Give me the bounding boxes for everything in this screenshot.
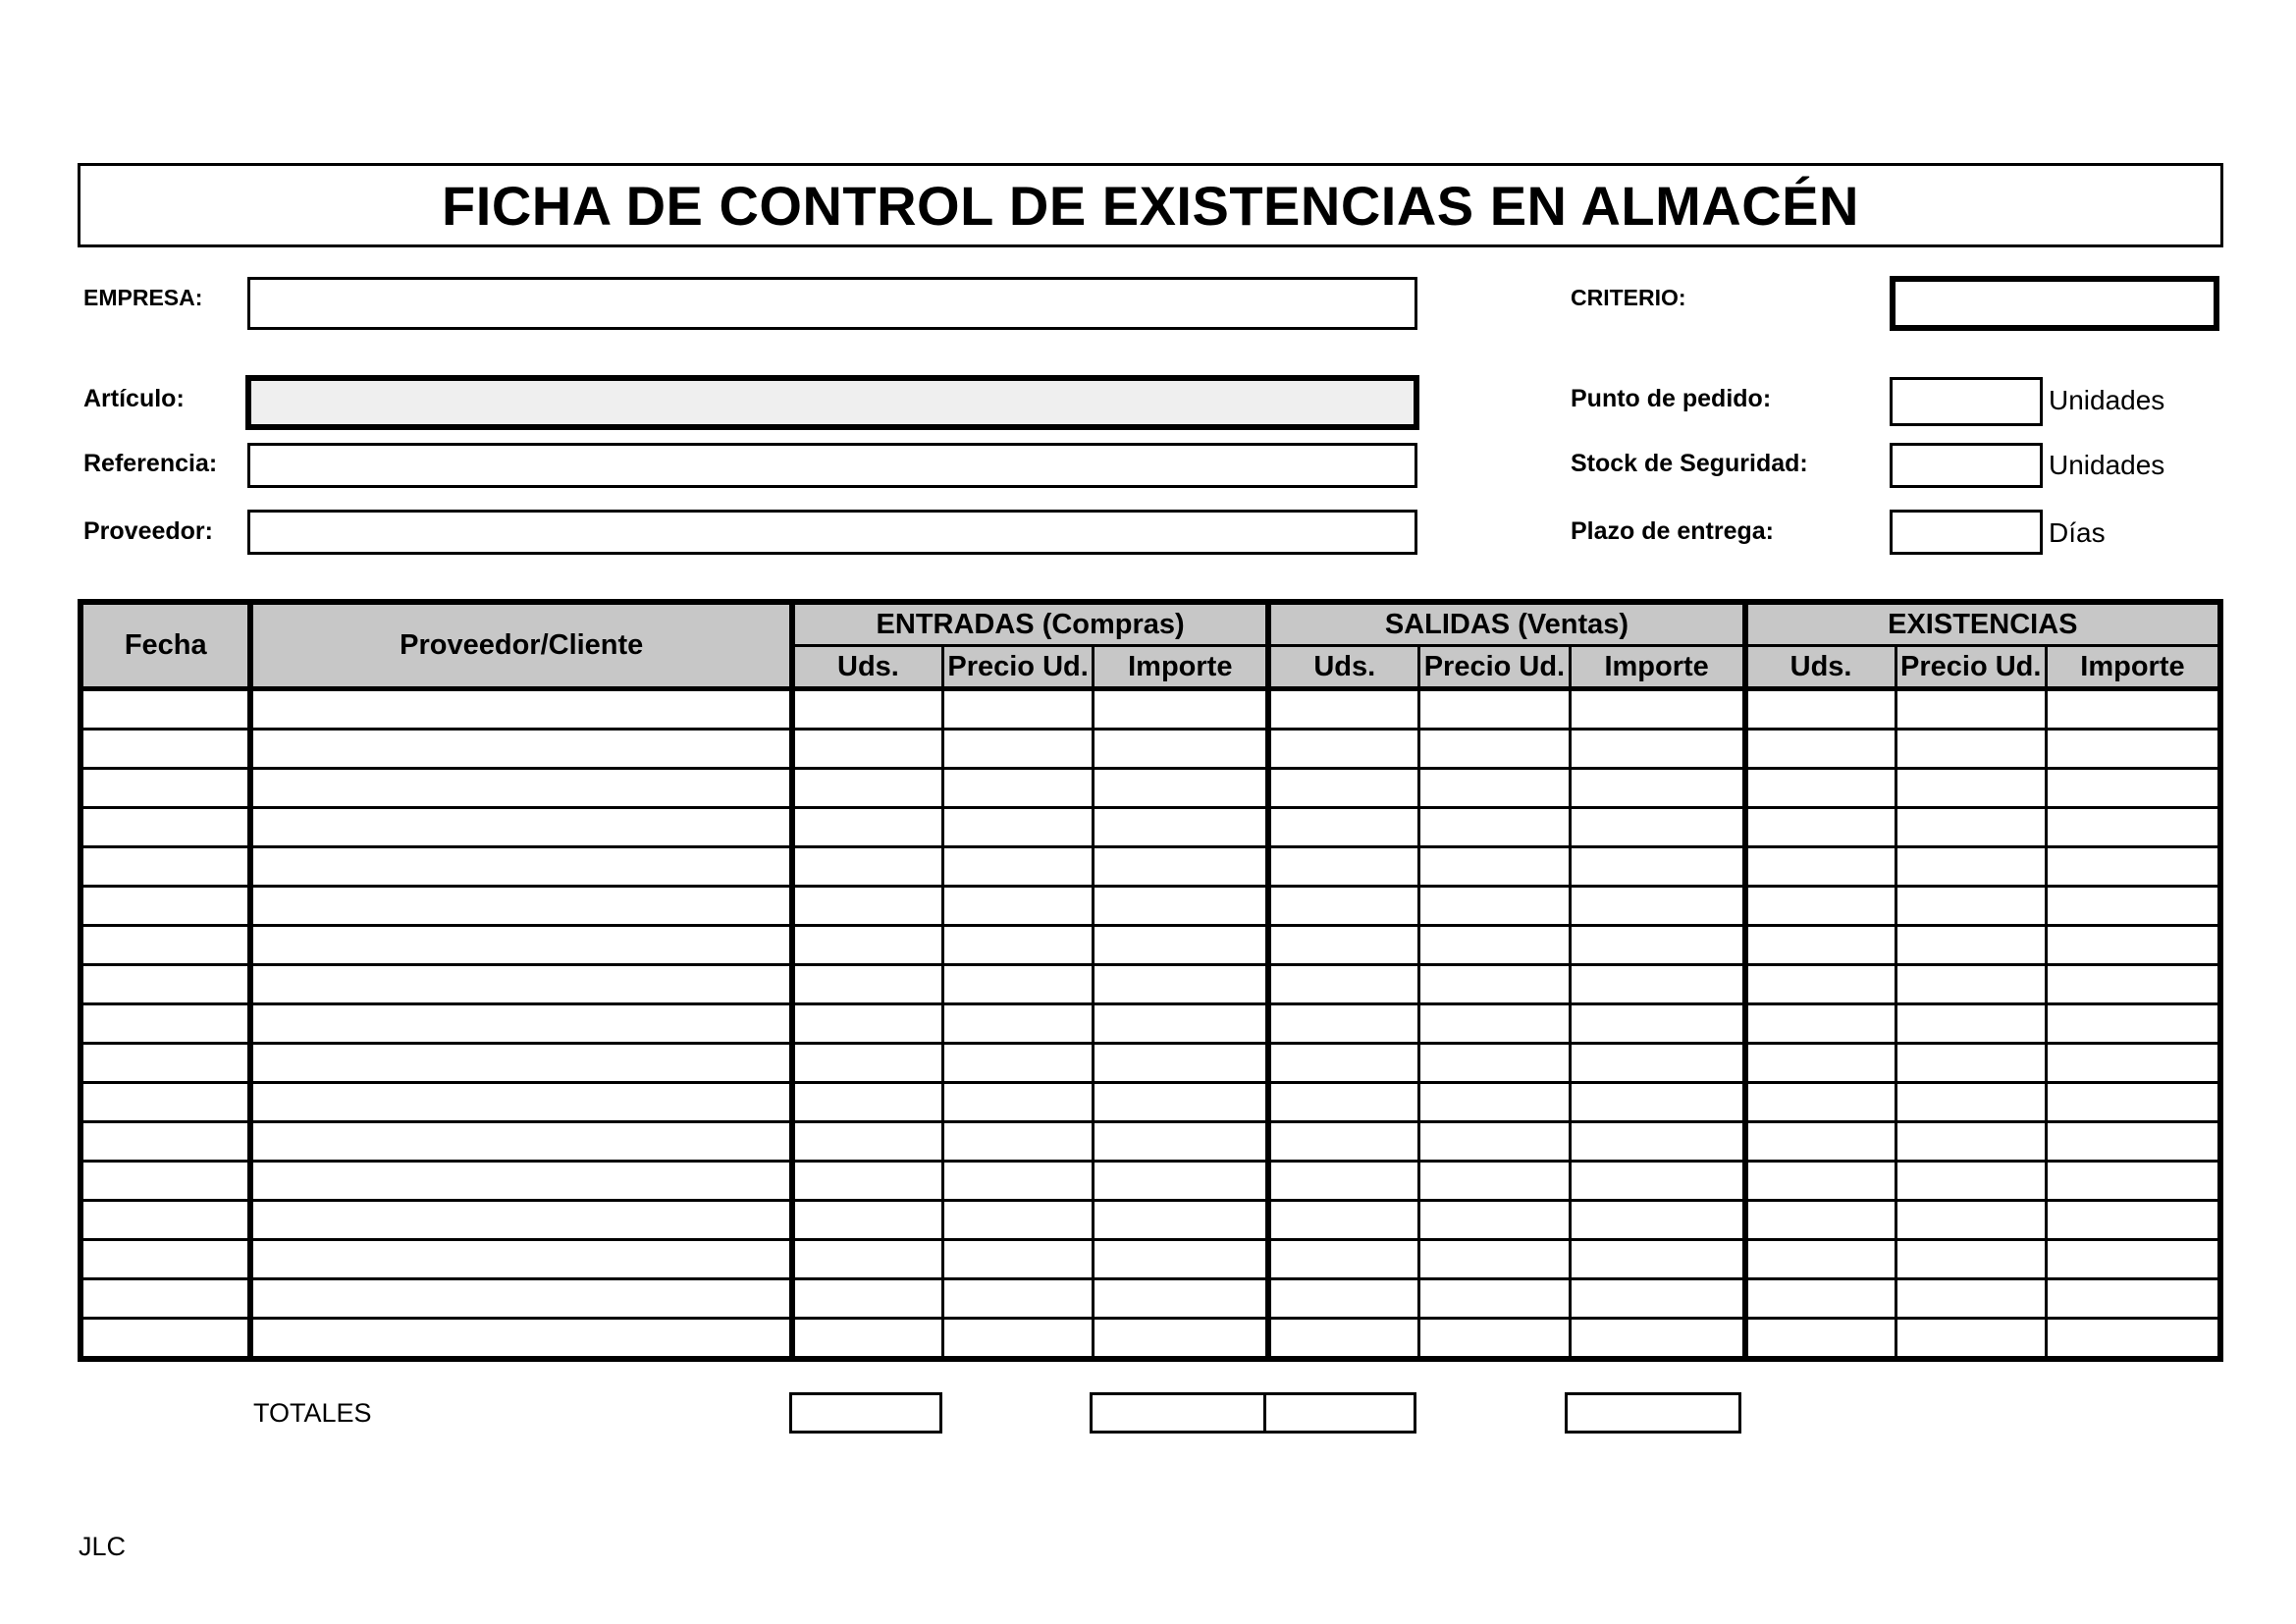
table-cell[interactable]	[2046, 847, 2220, 887]
table-cell[interactable]	[1094, 1201, 1269, 1240]
table-cell[interactable]	[1094, 887, 1269, 926]
table-cell[interactable]	[1268, 769, 1418, 808]
table-row	[80, 965, 2220, 1004]
stock-seguridad-field[interactable]	[1890, 443, 2043, 488]
table-cell[interactable]	[1268, 926, 1418, 965]
table-cell[interactable]	[250, 887, 792, 926]
total-entradas-uds[interactable]	[789, 1392, 942, 1434]
table-cell[interactable]	[1419, 965, 1570, 1004]
table-cell[interactable]	[1745, 887, 1896, 926]
table-cell[interactable]	[1094, 965, 1269, 1004]
table-cell[interactable]	[80, 965, 250, 1004]
table-cell[interactable]	[942, 887, 1093, 926]
table-row	[80, 689, 2220, 730]
table-cell[interactable]	[1570, 808, 1745, 847]
table-row	[80, 1279, 2220, 1319]
empresa-field[interactable]	[247, 277, 1417, 330]
table-cell[interactable]	[80, 769, 250, 808]
table-cell[interactable]	[1094, 1122, 1269, 1162]
table-cell[interactable]	[792, 808, 942, 847]
table-cell[interactable]	[1896, 847, 2046, 887]
table-cell[interactable]	[1419, 887, 1570, 926]
entradas-uds-header: Uds.	[792, 646, 942, 689]
entradas-precio-header: Precio Ud.	[942, 646, 1093, 689]
table-cell[interactable]	[1896, 730, 2046, 769]
table-cell[interactable]	[792, 887, 942, 926]
table-cell[interactable]	[2046, 769, 2220, 808]
table-cell[interactable]	[1745, 1279, 1896, 1319]
table-cell[interactable]	[250, 1201, 792, 1240]
table-cell[interactable]	[1268, 1122, 1418, 1162]
table-cell[interactable]	[1570, 730, 1745, 769]
table-cell[interactable]	[1094, 769, 1269, 808]
fecha-header: Fecha	[80, 602, 250, 689]
table-cell[interactable]	[250, 1319, 792, 1360]
table-cell[interactable]	[80, 1201, 250, 1240]
table-cell[interactable]	[250, 847, 792, 887]
table-row	[80, 1004, 2220, 1044]
table-cell[interactable]	[1094, 1083, 1269, 1122]
table-cell[interactable]	[942, 689, 1093, 730]
table-cell[interactable]	[2046, 1044, 2220, 1083]
empresa-label: EMPRESA:	[83, 285, 203, 310]
table-row	[80, 1240, 2220, 1279]
table-cell[interactable]	[1268, 1044, 1418, 1083]
stock-table	[78, 599, 2223, 1362]
table-cell[interactable]	[1896, 1083, 2046, 1122]
table-cell[interactable]	[250, 926, 792, 965]
table-cell[interactable]	[1570, 1201, 1745, 1240]
table-cell[interactable]	[1896, 1319, 2046, 1360]
punto-pedido-unit: Unidades	[2049, 385, 2165, 415]
table-cell[interactable]	[792, 1122, 942, 1162]
table-cell[interactable]	[1419, 769, 1570, 808]
stock-seguridad-unit: Unidades	[2049, 450, 2165, 480]
table-cell[interactable]	[2046, 1240, 2220, 1279]
table-cell[interactable]	[1745, 1201, 1896, 1240]
table-cell[interactable]	[942, 1162, 1093, 1201]
table-cell[interactable]	[1419, 1162, 1570, 1201]
table-cell[interactable]	[942, 1201, 1093, 1240]
table-cell[interactable]	[1268, 1083, 1418, 1122]
table-cell[interactable]	[1745, 1319, 1896, 1360]
table-cell[interactable]	[1745, 926, 1896, 965]
table-cell[interactable]	[1896, 1279, 2046, 1319]
table-cell[interactable]	[80, 847, 250, 887]
table-cell[interactable]	[1419, 1319, 1570, 1360]
table-cell[interactable]	[942, 1083, 1093, 1122]
table-cell[interactable]	[792, 1004, 942, 1044]
table-cell[interactable]	[1570, 926, 1745, 965]
table-cell[interactable]	[792, 1319, 942, 1360]
table-cell[interactable]	[2046, 1004, 2220, 1044]
table-cell[interactable]	[942, 1319, 1093, 1360]
table-cell[interactable]	[1268, 1279, 1418, 1319]
total-salidas-uds[interactable]	[1263, 1392, 1416, 1434]
title-box	[78, 163, 2223, 247]
table-cell[interactable]	[1896, 769, 2046, 808]
footer-initials: JLC	[79, 1532, 127, 1561]
table-cell[interactable]	[1268, 1201, 1418, 1240]
table-cell[interactable]	[2046, 1162, 2220, 1201]
table-cell[interactable]	[1570, 689, 1745, 730]
table-cell[interactable]	[1570, 1240, 1745, 1279]
table-cell[interactable]	[80, 808, 250, 847]
table-cell[interactable]	[1094, 808, 1269, 847]
table-cell[interactable]	[1094, 926, 1269, 965]
table-cell[interactable]	[250, 1162, 792, 1201]
table-cell[interactable]	[942, 1122, 1093, 1162]
table-cell[interactable]	[792, 1044, 942, 1083]
plazo-entrega-label: Plazo de entrega:	[1571, 517, 1774, 545]
table-cell[interactable]	[2046, 1319, 2220, 1360]
table-cell[interactable]	[1896, 1122, 2046, 1162]
proveedor-label: Proveedor:	[83, 517, 213, 545]
table-cell[interactable]	[250, 1279, 792, 1319]
table-cell[interactable]	[792, 730, 942, 769]
table-cell[interactable]	[1419, 926, 1570, 965]
table-cell[interactable]	[250, 1044, 792, 1083]
table-cell[interactable]	[942, 769, 1093, 808]
table-cell[interactable]	[80, 1162, 250, 1201]
table-cell[interactable]	[1745, 1044, 1896, 1083]
criterio-label: CRITERIO:	[1571, 285, 1686, 310]
table-cell[interactable]	[1094, 1279, 1269, 1319]
proveedor-cliente-header: Proveedor/Cliente	[250, 602, 792, 689]
table-cell[interactable]	[1570, 1044, 1745, 1083]
table-cell[interactable]	[792, 769, 942, 808]
table-cell[interactable]	[942, 1279, 1093, 1319]
table-body	[80, 689, 2220, 1360]
table-cell[interactable]	[80, 1083, 250, 1122]
table-cell[interactable]	[2046, 1201, 2220, 1240]
table-cell[interactable]	[1094, 689, 1269, 730]
table-cell[interactable]	[80, 1004, 250, 1044]
entradas-header: ENTRADAS (Compras)	[792, 602, 1268, 646]
table-cell[interactable]	[1268, 1162, 1418, 1201]
table-cell[interactable]	[1570, 1279, 1745, 1319]
table-cell[interactable]	[1570, 965, 1745, 1004]
table-cell[interactable]	[2046, 808, 2220, 847]
table-cell[interactable]	[1745, 689, 1896, 730]
table-cell[interactable]	[1419, 1279, 1570, 1319]
table-cell[interactable]	[942, 730, 1093, 769]
table-row	[80, 926, 2220, 965]
table-row	[80, 1319, 2220, 1360]
table-cell[interactable]	[942, 847, 1093, 887]
table-cell[interactable]	[792, 689, 942, 730]
table-cell[interactable]	[1268, 965, 1418, 1004]
table-cell[interactable]	[942, 808, 1093, 847]
existencias-header: EXISTENCIAS	[1745, 602, 2220, 646]
table-cell[interactable]	[1419, 1004, 1570, 1044]
table-cell[interactable]	[1094, 847, 1269, 887]
table-cell[interactable]	[2046, 689, 2220, 730]
articulo-label: Artículo:	[83, 385, 185, 412]
table-cell[interactable]	[1896, 1004, 2046, 1044]
table-cell[interactable]	[1745, 808, 1896, 847]
existencias-uds-header: Uds.	[1745, 646, 1896, 689]
table-cell[interactable]	[1570, 1162, 1745, 1201]
table-cell[interactable]	[1268, 730, 1418, 769]
table-cell[interactable]	[1745, 769, 1896, 808]
table-row	[80, 1162, 2220, 1201]
table-cell[interactable]	[792, 926, 942, 965]
table-cell[interactable]	[792, 1162, 942, 1201]
table-cell[interactable]	[792, 1201, 942, 1240]
table-cell[interactable]	[1745, 1240, 1896, 1279]
salidas-header: SALIDAS (Ventas)	[1268, 602, 1744, 646]
table-cell[interactable]	[792, 1240, 942, 1279]
table-cell[interactable]	[942, 926, 1093, 965]
entradas-importe-header: Importe	[1094, 646, 1269, 689]
table-cell[interactable]	[250, 1240, 792, 1279]
table-cell[interactable]	[1094, 1162, 1269, 1201]
table-cell[interactable]	[250, 1122, 792, 1162]
table-cell[interactable]	[1745, 965, 1896, 1004]
table-cell[interactable]	[1570, 1083, 1745, 1122]
table-cell[interactable]	[2046, 1083, 2220, 1122]
table-cell[interactable]	[1268, 887, 1418, 926]
salidas-importe-header: Importe	[1570, 646, 1745, 689]
table-cell[interactable]	[792, 1083, 942, 1122]
table-cell[interactable]	[80, 1122, 250, 1162]
table-cell[interactable]	[1570, 1319, 1745, 1360]
table-cell[interactable]	[2046, 965, 2220, 1004]
existencias-precio-header: Precio Ud.	[1896, 646, 2046, 689]
page-title: FICHA DE CONTROL DE EXISTENCIAS EN ALMACÉN	[442, 174, 1859, 237]
table-cell[interactable]	[2046, 1279, 2220, 1319]
table-cell[interactable]	[1094, 1044, 1269, 1083]
table-cell[interactable]	[1570, 769, 1745, 808]
table-row	[80, 730, 2220, 769]
table-cell[interactable]	[1094, 1004, 1269, 1044]
table-cell[interactable]	[1745, 1122, 1896, 1162]
table-cell[interactable]	[250, 1083, 792, 1122]
table-cell[interactable]	[250, 689, 792, 730]
table-cell[interactable]	[1419, 1240, 1570, 1279]
table-cell[interactable]	[1094, 1319, 1269, 1360]
table-cell[interactable]	[1419, 1044, 1570, 1083]
table-cell[interactable]	[1570, 847, 1745, 887]
table-cell[interactable]	[792, 1279, 942, 1319]
table-cell[interactable]	[80, 1279, 250, 1319]
table-cell[interactable]	[1745, 847, 1896, 887]
table-cell[interactable]	[80, 1319, 250, 1360]
table-cell[interactable]	[942, 1004, 1093, 1044]
table-row	[80, 1122, 2220, 1162]
table-row	[80, 1201, 2220, 1240]
table-cell[interactable]	[2046, 1122, 2220, 1162]
table-cell[interactable]	[1745, 1083, 1896, 1122]
table-cell[interactable]	[1570, 1004, 1745, 1044]
table-cell[interactable]	[1896, 887, 2046, 926]
table-cell[interactable]	[792, 965, 942, 1004]
table-cell[interactable]	[250, 808, 792, 847]
plazo-entrega-unit: Días	[2049, 517, 2106, 548]
table-row	[80, 808, 2220, 847]
table-cell[interactable]	[1419, 847, 1570, 887]
table-cell[interactable]	[1419, 689, 1570, 730]
salidas-uds-header: Uds.	[1268, 646, 1418, 689]
table-cell[interactable]	[1268, 689, 1418, 730]
table-cell[interactable]	[1896, 965, 2046, 1004]
criterio-field[interactable]	[1890, 276, 2219, 331]
table-row	[80, 887, 2220, 926]
table-cell[interactable]	[1268, 1004, 1418, 1044]
table-cell[interactable]	[1570, 887, 1745, 926]
table-cell[interactable]	[1896, 1162, 2046, 1201]
table-cell[interactable]	[1094, 1240, 1269, 1279]
table-cell[interactable]	[1896, 1240, 2046, 1279]
table-row	[80, 1083, 2220, 1122]
table-cell[interactable]	[2046, 730, 2220, 769]
table-cell[interactable]	[2046, 926, 2220, 965]
table-cell[interactable]	[1896, 1201, 2046, 1240]
articulo-field[interactable]	[245, 375, 1419, 430]
table-cell[interactable]	[1419, 1122, 1570, 1162]
table-cell[interactable]	[1268, 847, 1418, 887]
table-cell[interactable]	[942, 1240, 1093, 1279]
table-cell[interactable]	[80, 887, 250, 926]
table-cell[interactable]	[1419, 1083, 1570, 1122]
table-cell[interactable]	[80, 926, 250, 965]
table-cell[interactable]	[1268, 808, 1418, 847]
table-cell[interactable]	[1745, 1162, 1896, 1201]
existencias-importe-header: Importe	[2046, 646, 2220, 689]
table-cell[interactable]	[250, 730, 792, 769]
table-cell[interactable]	[1570, 1122, 1745, 1162]
total-salidas-importe[interactable]	[1565, 1392, 1741, 1434]
stock-seguridad-label: Stock de Seguridad:	[1571, 450, 1808, 477]
totales-label: TOTALES	[253, 1398, 372, 1428]
table-cell[interactable]	[1268, 1319, 1418, 1360]
referencia-field[interactable]	[247, 443, 1417, 488]
total-entradas-importe[interactable]	[1090, 1392, 1266, 1434]
table-cell[interactable]	[792, 847, 942, 887]
table-cell[interactable]	[1419, 808, 1570, 847]
referencia-label: Referencia:	[83, 450, 218, 477]
table-row	[80, 769, 2220, 808]
table-cell[interactable]	[80, 730, 250, 769]
table-row	[80, 847, 2220, 887]
table-cell[interactable]	[1896, 808, 2046, 847]
table-cell[interactable]	[250, 1004, 792, 1044]
plazo-entrega-field[interactable]	[1890, 510, 2043, 555]
table-cell[interactable]	[250, 965, 792, 1004]
table-row	[80, 1044, 2220, 1083]
table-cell[interactable]	[1896, 926, 2046, 965]
punto-pedido-field[interactable]	[1890, 377, 2043, 426]
table-cell[interactable]	[80, 1240, 250, 1279]
table-cell[interactable]	[942, 1044, 1093, 1083]
proveedor-field[interactable]	[247, 510, 1417, 555]
table-cell[interactable]	[1419, 1201, 1570, 1240]
table-cell[interactable]	[1896, 689, 2046, 730]
table-cell[interactable]	[1896, 1044, 2046, 1083]
table-cell[interactable]	[2046, 887, 2220, 926]
table-cell[interactable]	[250, 769, 792, 808]
table-cell[interactable]	[1094, 730, 1269, 769]
table-cell[interactable]	[80, 689, 250, 730]
punto-pedido-label: Punto de pedido:	[1571, 385, 1772, 412]
table-cell[interactable]	[1745, 730, 1896, 769]
salidas-precio-header: Precio Ud.	[1419, 646, 1570, 689]
table-cell[interactable]	[1268, 1240, 1418, 1279]
table-cell[interactable]	[942, 965, 1093, 1004]
table-cell[interactable]	[1419, 730, 1570, 769]
table-cell[interactable]	[1745, 1004, 1896, 1044]
table-cell[interactable]	[80, 1044, 250, 1083]
